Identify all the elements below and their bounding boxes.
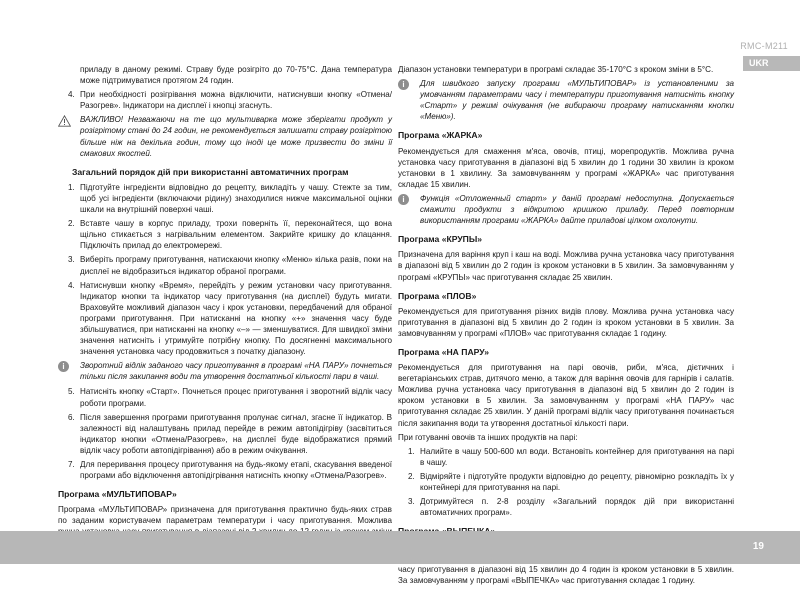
warning-icon: [58, 114, 80, 158]
right-column: [398, 64, 734, 589]
language-tab: UKR: [743, 56, 800, 71]
steps-list: [58, 386, 392, 481]
list-item: 4. При необхідності розігрівання можна відключити, натиснувши кнопку «Отмена/Разогрев». Індикатори на дисплеї і кнопці згаснуть.: [68, 90, 392, 111]
program-title-plov: Програма «ПЛОВ»: [398, 290, 477, 301]
footer-bar: [0, 531, 800, 564]
list-item: 7. Для переривання процесу приготування на будь-якому етапі, скасування введеної програми або відключення автопідігрівання натисніть кнопку «Отмена/Разогрев».: [68, 460, 392, 481]
program-title-multipovar: Програма «МУЛЬТИПОВАР»: [58, 489, 177, 500]
info-note: i Для швидкого запуску програми «МУЛЬТИПОВАР» із установленими за умовчанням параметрами часу і температури приготування натисніть кнопку «Старт» у режимі очікування (не вибираючи програму натисканням кнопки «Меню»).: [398, 78, 734, 122]
program-text-zharka: Рекомендується для смаження м'яса, овочів, птиці, морепродуктів. Можлива ручна установка часу приготування в діапазоні від 5 хвилин до 1 години 30 хвилин із кроком установки в 1 хвилину. За замовчуванням у програмі «ЖАРКА» час приготування складає 15 хвилин.: [398, 146, 734, 189]
steam-intro: При готуванні овочів та інших продуктів на парі:: [398, 432, 578, 442]
program-text-vypechka: часу приготування в діапазоні від 15 хвилин до 4 годин із кроком установки в 5 хвилин. За замовчуванням у програмі «ВЫПЕЧКА» час приготування складає 1 годину.: [398, 564, 734, 585]
list-item: 4. Натиснувши кнопку «Время», перейдіть у режим установки часу приготування. Індикатор кнопки та індикатор часу приготування (на дисплеї) будуть мигати. Враховуйте можливий діапазон часу і крок установки, передбачений для обраної програми приготування. При натисканні на кнопку «+» значення часу буде збільшуватися, при натисканні на кнопку «–» — зменшуватися. Для швидкої зміни значення натисніть і утримуйте потрібну кнопку. По досягненні максимального значення установка часу продовжиться з початку діапазону.: [68, 280, 392, 357]
left-column: [58, 64, 392, 563]
page-number: 19: [752, 541, 764, 552]
model-label: RMC-M211: [740, 41, 788, 51]
warning-note: ВАЖЛИВО! Незважаючи на те що мультиварка може зберігати продукт у розігрітому стані до 24 годин, не рекомендується залишати страву розігрітою більше ніж на декілька годин, тому що іноді це може призвести до зміни її смакових якостей.: [58, 114, 392, 158]
program-title-zharka: Програма «ЖАРКА»: [398, 130, 483, 141]
steps-list: [58, 182, 392, 357]
program-text-krupy: Призначена для варіння круп і каш на воді. Можлива ручна установка часу приготування в діапазоні від 5 хвилин до 2 годин із кроком установки в 5 хвилин. За замовчуванням у програмі «КРУПЫ» час приготування складає 25 хвилин.: [398, 250, 734, 282]
intro-tail: приладу в даному режимі. Страву буде розігріто до 70-75°С. Дана температура може підтримуватися протягом 24 годин.: [80, 65, 392, 86]
info-icon: i: [398, 79, 409, 90]
list-item: 3. Дотримуйтеся п. 2-8 розділу «Загальний порядок дій при використанні автоматичних програм».: [408, 497, 734, 518]
section-title: Загальний порядок дій при використанні автоматичних програм: [72, 166, 349, 177]
info-note: i Зворотний відлік заданого часу приготування в програмі «НА ПАРУ» почнеться тільки після закипання води та утворення достатньої кількості пари в чаші.: [58, 360, 392, 382]
list-item: 2. Відміряйте і підготуйте продукти відповідно до рецепту, рівномірно розкладіть їх у контейнері для приготування на парі.: [408, 471, 734, 492]
program-text-plov: Рекомендується для приготування різних видів плову. Можлива ручна установка часу приготування в діапазоні від 5 хвилин до 2 годин із кроком установки в 5 хвилин. За замовчуванням у програмі «ПЛОВ» час приготування складає 1 годину.: [398, 306, 734, 338]
list-item: 3. Виберіть програму приготування, натискаючи кнопку «Меню» кілька разів, поки на дисплеї не відобразиться індикатор обраної програми.: [68, 255, 392, 276]
program-title-napary: Програма «НА ПАРУ»: [398, 346, 490, 357]
info-icon: i: [58, 361, 69, 372]
list-item: 2. Вставте чашу в корпус приладу, трохи поверніть її, переконайтеся, що вона щільно стикається з нагрівальним елементом. Закрийте кришку до клацання. Підключіть прилад до електромережі.: [68, 219, 392, 251]
info-icon: i: [398, 194, 409, 205]
list-item: 1. Підготуйте інгредієнти відповідно до рецепту, викладіть у чашу. Стежте за тим, щоб усі інгредієнти (включаючи рідину) знаходилися нижче максимальної оцінки шкали на внутрішній поверхні чаші.: [68, 182, 392, 215]
list-item: 5. Натисніть кнопку «Старт». Почнеться процес приготування і зворотний відлік часу роботи програми.: [68, 387, 392, 408]
list-item: 1. Налийте в чашу 500-600 мл води. Встановіть контейнер для приготування на парі в чашу.: [408, 446, 734, 467]
steam-steps-list: [398, 446, 734, 519]
list-item: 6. Після завершення програми приготування пролунає сигнал, згасне її індикатор. В залежності від налаштувань прилад перейде в режим автопідігріву (засвітиться індикатор кнопки «Отмена/Разогрев», на дисплеї буде відображатися прямий відлік часу роботи автопідігрівання) або в режим очікування.: [68, 412, 392, 455]
program-text-multipovar: Програма «МУЛЬТИПОВАР» призначена для приготування практично будь-яких страв по заданим користувачем параметрам температури і часу приготування. Можлива: [58, 505, 392, 526]
program-title-krupy: Програма «КРУПЫ»: [398, 234, 483, 245]
info-note: i Функція «Отложенный старт» у даній програмі недоступна. Допускається смажити продукти з відкритою кришкою приладу. Перед повторним використанням програми «ЖАРКА» дайте приладові цілком охолонути.: [398, 193, 734, 226]
program-text-napary: Рекомендується для приготування на парі овочів, риби, м'яса, дієтичних і вегетаріанських страв, дитячого меню, а також для варіння овочів для гарнірів і салатів. Можлива ручна установка часу приготування в діапазоні від 5 хвилин до 2 годин із кроком установки в 5 хвилин. За замовчуванням у програмі «НА ПАРУ» час приготування складає 25 хвилин. У даній програмі відлік часу приготування починається після закипання води та утворення достатньої кількості пари.: [398, 363, 734, 428]
multi-temp-text: Діапазон установки температури в програмі складає 35-170°С з кроком зміни в 5°С.: [398, 65, 714, 74]
